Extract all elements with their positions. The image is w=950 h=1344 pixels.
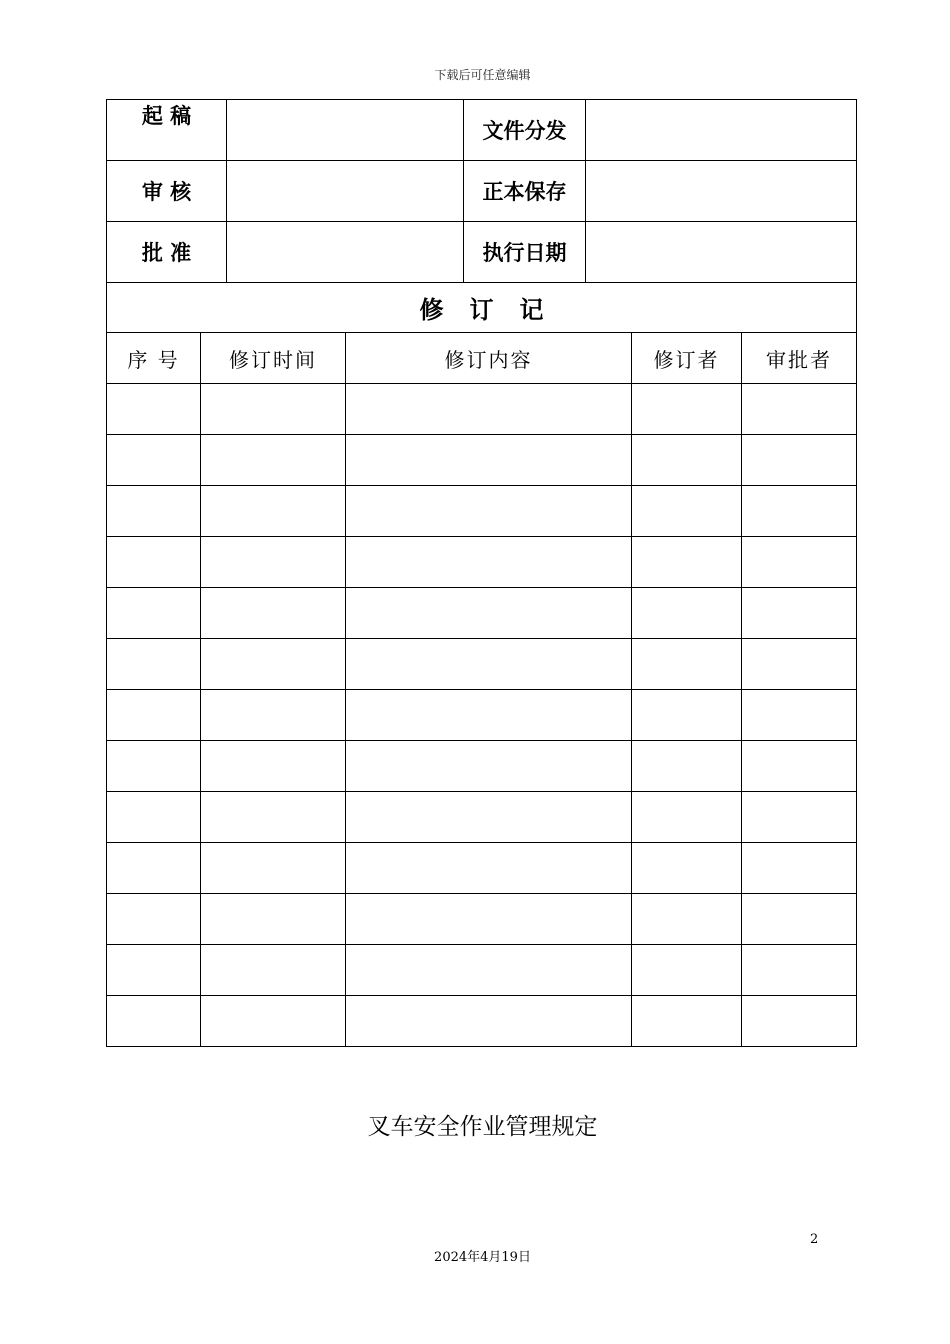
table-cell[interactable] <box>346 792 632 843</box>
table-cell[interactable] <box>201 690 346 741</box>
table-cell[interactable] <box>346 435 632 486</box>
approval-row-review <box>107 161 857 222</box>
table-cell[interactable] <box>201 384 346 435</box>
table-row <box>107 741 857 792</box>
table-row <box>107 843 857 894</box>
table-row <box>107 639 857 690</box>
approval-row-drafting <box>107 100 857 161</box>
table-cell[interactable] <box>632 384 742 435</box>
table-cell[interactable] <box>201 588 346 639</box>
approval-table <box>106 99 857 283</box>
table-cell[interactable] <box>346 537 632 588</box>
table-cell[interactable] <box>107 588 201 639</box>
table-cell[interactable] <box>346 639 632 690</box>
column-header-revision-content: 修订内容 <box>346 333 632 384</box>
table-cell[interactable] <box>742 384 857 435</box>
table-cell[interactable] <box>346 741 632 792</box>
table-cell[interactable] <box>107 690 201 741</box>
table-cell[interactable] <box>346 843 632 894</box>
table-cell[interactable] <box>346 384 632 435</box>
table-cell[interactable] <box>346 996 632 1047</box>
table-cell[interactable] <box>632 996 742 1047</box>
table-cell[interactable] <box>346 486 632 537</box>
table-cell[interactable] <box>107 639 201 690</box>
original-storage-label: 正本保存 <box>464 161 586 222</box>
column-header-reviser: 修订者 <box>632 333 742 384</box>
table-cell[interactable] <box>742 435 857 486</box>
table-cell[interactable] <box>632 894 742 945</box>
revision-table <box>106 282 857 1047</box>
document-title: 叉车安全作业管理规定 <box>367 1114 598 1140</box>
table-cell[interactable] <box>201 537 346 588</box>
table-row <box>107 486 857 537</box>
table-cell[interactable] <box>201 639 346 690</box>
table-cell[interactable] <box>201 741 346 792</box>
table-row <box>107 435 857 486</box>
table-cell[interactable] <box>107 435 201 486</box>
table-row <box>107 996 857 1047</box>
approval-value-cell[interactable] <box>227 222 464 283</box>
table-cell[interactable] <box>107 741 201 792</box>
table-cell[interactable] <box>107 843 201 894</box>
page-number: 2 <box>810 1232 819 1247</box>
revision-title-row <box>107 283 857 333</box>
table-row <box>107 792 857 843</box>
table-cell[interactable] <box>201 894 346 945</box>
revision-header-row <box>107 333 857 384</box>
table-cell[interactable] <box>201 435 346 486</box>
table-cell[interactable] <box>742 894 857 945</box>
table-cell[interactable] <box>346 894 632 945</box>
drafting-label: 起 稿 <box>107 100 227 161</box>
table-cell[interactable] <box>107 996 201 1047</box>
table-cell[interactable] <box>346 690 632 741</box>
original-storage-value-cell[interactable] <box>586 161 857 222</box>
table-cell[interactable] <box>632 486 742 537</box>
table-row <box>107 945 857 996</box>
table-cell[interactable] <box>107 537 201 588</box>
table-cell[interactable] <box>742 537 857 588</box>
table-cell[interactable] <box>742 588 857 639</box>
table-cell[interactable] <box>632 435 742 486</box>
revision-table-body <box>107 384 857 1047</box>
effective-date-value-cell[interactable] <box>586 222 857 283</box>
column-header-approver: 审批者 <box>742 333 857 384</box>
table-cell[interactable] <box>742 639 857 690</box>
table-cell[interactable] <box>632 945 742 996</box>
table-cell[interactable] <box>201 792 346 843</box>
table-cell[interactable] <box>201 945 346 996</box>
table-cell[interactable] <box>346 588 632 639</box>
review-label: 审 核 <box>107 161 227 222</box>
drafting-value-cell[interactable] <box>227 100 464 161</box>
table-cell[interactable] <box>201 843 346 894</box>
distribution-label: 文件分发 <box>464 100 586 161</box>
table-cell[interactable] <box>742 792 857 843</box>
distribution-value-cell[interactable] <box>586 100 857 161</box>
table-cell[interactable] <box>107 792 201 843</box>
table-cell[interactable] <box>632 639 742 690</box>
table-cell[interactable] <box>107 486 201 537</box>
table-cell[interactable] <box>107 945 201 996</box>
revision-title: 修订记 <box>107 283 857 333</box>
footer-date: 2024年4月19日 <box>434 1250 531 1265</box>
effective-date-label: 执行日期 <box>464 222 586 283</box>
column-header-serial: 序 号 <box>107 333 201 384</box>
table-row <box>107 384 857 435</box>
table-cell[interactable] <box>742 996 857 1047</box>
table-row <box>107 588 857 639</box>
table-cell[interactable] <box>632 537 742 588</box>
table-cell[interactable] <box>107 894 201 945</box>
table-cell[interactable] <box>632 843 742 894</box>
table-cell[interactable] <box>742 741 857 792</box>
approval-row-approval <box>107 222 857 283</box>
table-cell[interactable] <box>107 384 201 435</box>
table-cell[interactable] <box>742 690 857 741</box>
approval-label: 批 准 <box>107 222 227 283</box>
review-value-cell[interactable] <box>227 161 464 222</box>
table-cell[interactable] <box>742 486 857 537</box>
table-cell[interactable] <box>632 792 742 843</box>
table-cell[interactable] <box>201 996 346 1047</box>
header-note: 下载后可任意编辑 <box>434 68 531 82</box>
column-header-revision-time: 修订时间 <box>201 333 346 384</box>
table-cell[interactable] <box>742 843 857 894</box>
table-row <box>107 537 857 588</box>
table-cell[interactable] <box>632 690 742 741</box>
table-cell[interactable] <box>346 945 632 996</box>
table-row <box>107 894 857 945</box>
table-cell[interactable] <box>632 588 742 639</box>
table-cell[interactable] <box>742 945 857 996</box>
table-cell[interactable] <box>632 741 742 792</box>
table-cell[interactable] <box>201 486 346 537</box>
table-row <box>107 690 857 741</box>
